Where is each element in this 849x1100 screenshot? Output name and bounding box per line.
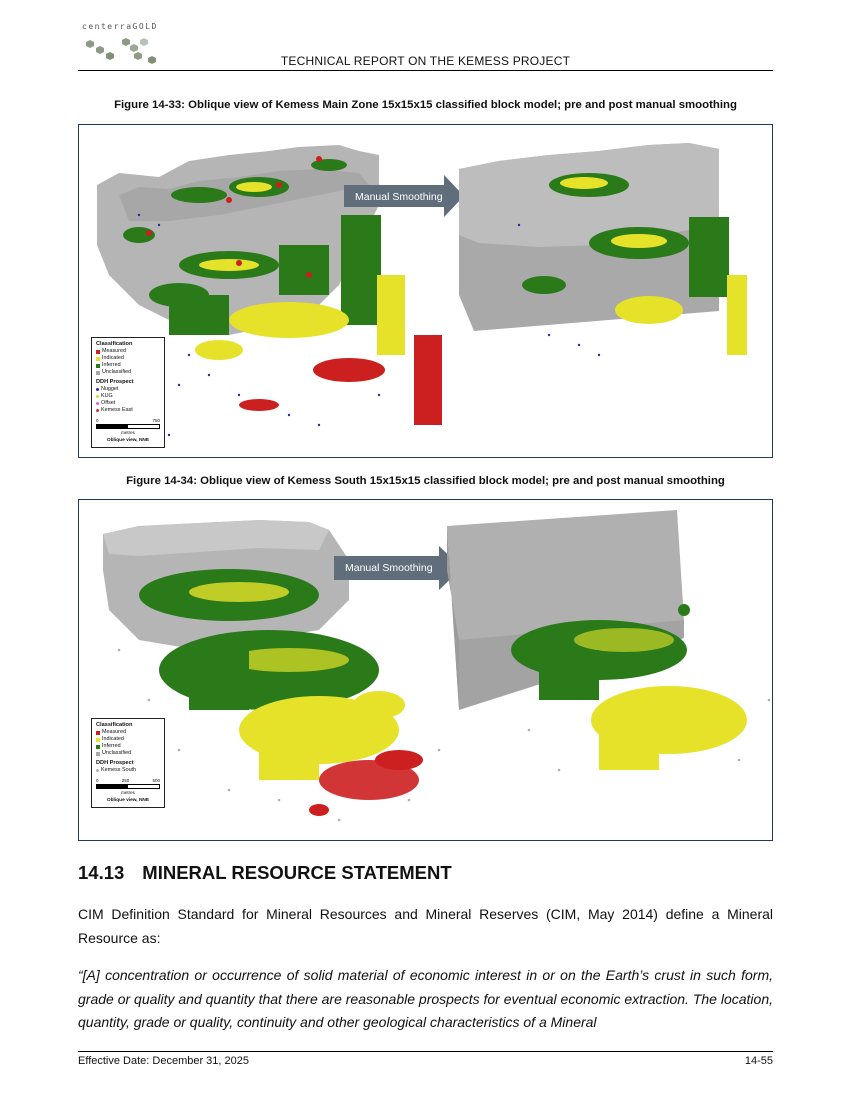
page-number: 14-55: [744, 1055, 773, 1067]
scale-bar: 0 250 500 metres: [96, 778, 160, 795]
kemess-south-block-model-render: [79, 500, 772, 840]
legend-item-inferred: Inferred: [96, 362, 160, 369]
cim-definition-quote: “[A] concentration or occurrence of solid material of economic interest in or on the Earth’s crust in such form, grade or quality and quantity that there are reasonable prospects for eventual economic extraction. The location, quantity, grade or quality, continuity and other geological characteristics of a Mineral: [78, 967, 773, 1030]
kemess-main-block-model-render: [79, 125, 772, 457]
cim-definition-paragraph: CIM Definition Standard for Mineral Resources and Mineral Reserves (CIM, May 2014) define a Mineral Resource as:: [78, 906, 773, 946]
view-orientation-label: Oblique view, NNE: [106, 438, 150, 443]
legend-item-kemess-south: Kemess South: [96, 767, 160, 774]
legend-ddh-title: DDH Prospect: [96, 379, 134, 385]
legend-item-indicated: Indicated: [96, 355, 160, 362]
figure-14-34-legend: [91, 718, 165, 808]
figure-14-34-caption: Figure 14-34: Oblique view of Kemess South 15x15x15 classified block model; pre and post manual smoothing: [126, 475, 725, 487]
scale-bar: 0 750 metres: [96, 418, 160, 435]
legend-item-offset: Offset: [96, 400, 160, 407]
legend-item-unclassified: Unclassified: [96, 750, 160, 757]
unclassified-swatch: [96, 371, 100, 375]
legend-item-measured: Measured: [96, 348, 160, 355]
legend-classification-title: Classification: [96, 722, 133, 728]
legend-item-indicated: Indicated: [96, 736, 160, 743]
figure-14-34-image: [78, 499, 773, 841]
offset-dot-icon: [96, 402, 99, 405]
report-title: TECHNICAL REPORT ON THE KEMESS PROJECT: [280, 54, 571, 68]
section-number: 14.13: [78, 862, 125, 883]
page-header: [78, 18, 773, 71]
effective-date: Effective Date: December 31, 2025: [78, 1055, 250, 1067]
legend-item-nugget: Nugget: [96, 386, 160, 393]
legend-item-unclassified: Unclassified: [96, 369, 160, 376]
section-title: MINERAL RESOURCE STATEMENT: [142, 862, 452, 883]
legend-item-inferred: Inferred: [96, 743, 160, 750]
measured-swatch: [96, 731, 100, 735]
kemess-south-dot-icon: [96, 769, 99, 772]
page-footer: [78, 1051, 773, 1067]
manual-smoothing-label: Manual Smoothing: [345, 562, 433, 574]
figure-14-33-legend: [91, 337, 165, 448]
view-orientation-label: Oblique view, NNE: [106, 798, 150, 803]
legend-item-measured: Measured: [96, 729, 160, 736]
manual-smoothing-label: Manual Smoothing: [355, 191, 443, 203]
kug-dot-icon: [96, 395, 99, 398]
inferred-swatch: [96, 745, 100, 749]
indicated-swatch: [96, 738, 100, 742]
legend-ddh-title: DDH Prospect: [96, 760, 134, 766]
nugget-dot-icon: [96, 388, 99, 391]
inferred-swatch: [96, 364, 100, 368]
legend-item-kug: KUG: [96, 393, 160, 400]
unclassified-swatch: [96, 752, 100, 756]
measured-swatch: [96, 350, 100, 354]
kemess-east-dot-icon: [96, 409, 99, 412]
indicated-swatch: [96, 357, 100, 361]
figure-14-33-image: [78, 124, 773, 458]
section-heading: [78, 862, 470, 884]
figure-14-33-caption: Figure 14-33: Oblique view of Kemess Main Zone 15x15x15 classified block model; pre and post manual smoothing: [114, 99, 737, 111]
legend-item-kemess-east: Kemess East: [96, 407, 160, 414]
legend-classification-title: Classification: [96, 341, 133, 347]
company-logo-text: centerraGOLD: [82, 22, 158, 31]
